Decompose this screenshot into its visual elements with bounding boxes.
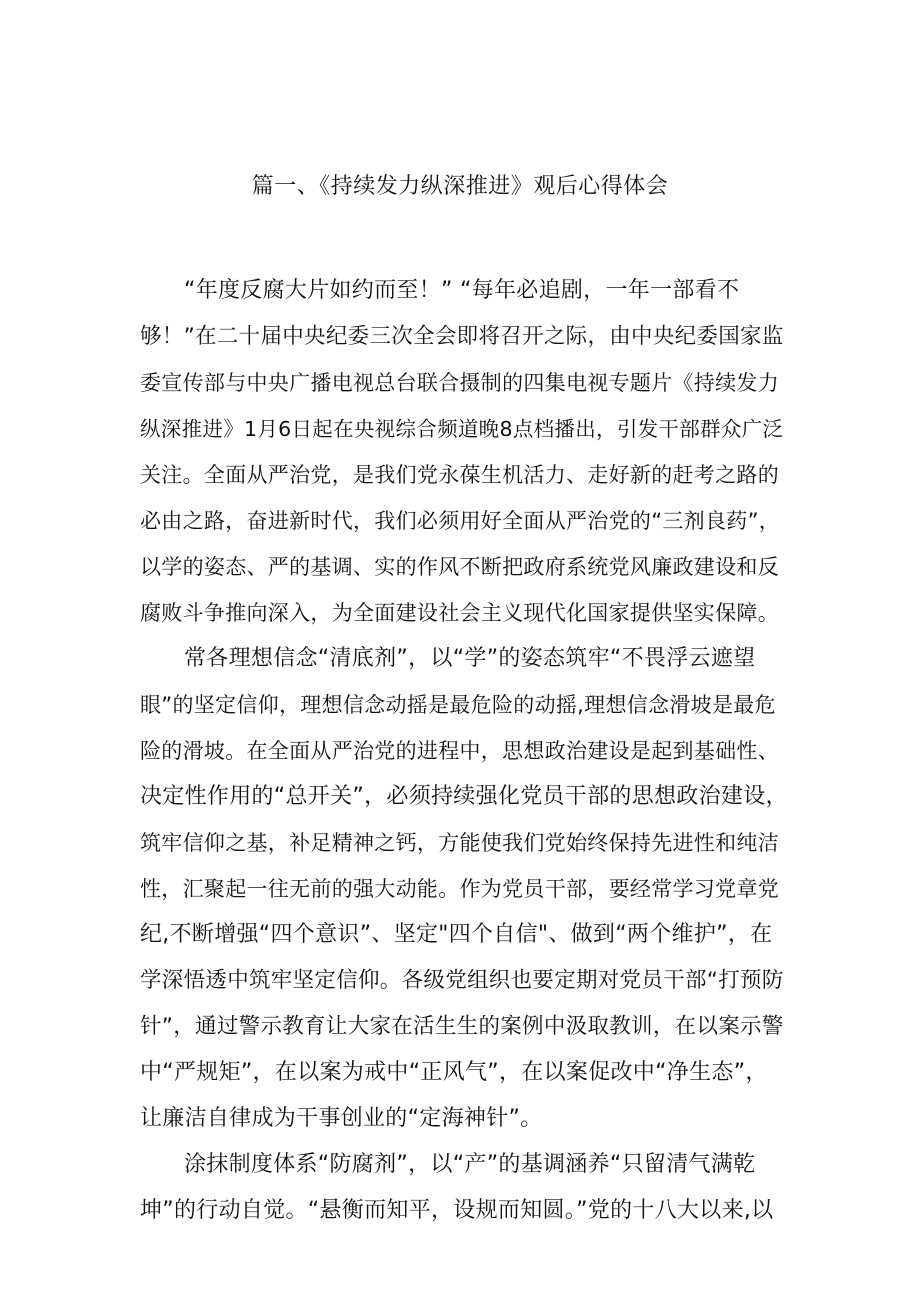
text-line: 让廉洁自律成为干事创业的“定海神针”。 — [140, 1106, 543, 1131]
text-line: 险的滑坡。在全面从严治党的进程中，思想政治建设是起到基础性、 — [140, 739, 779, 763]
text-line: 委宣传部与中央广播电视总台联合摄制的四集电视专题片《持续发力 — [140, 371, 779, 395]
document-body — [140, 268, 790, 1234]
text-line: 筑牢信仰之基，补足精神之钙，方能使我们党始终保持先进性和纯洁 — [140, 831, 779, 855]
text-line: 腐败斗争推向深入，为全面建设社会主义现代化国家提供坚实保障。 — [140, 601, 779, 625]
text-line: 性，汇聚起一往无前的强大动能。作为党员干部，要经常学习党章党 — [140, 877, 779, 901]
text-line: 涂抹制度体系“防腐剂”，以“产”的基调涵养“只留清气满乾 — [184, 1152, 756, 1177]
document-title: 篇一、《持续发力纵深推进》观后心得体会 — [251, 174, 669, 199]
text-line: 关注。全面从严治党，是我们党永葆生机活力、走好新的赶考之路的 — [140, 463, 779, 487]
text-line: 必由之路，奋进新时代，我们必须用好全面从严治党的“三剂良药”， — [140, 509, 781, 533]
text-line: 常各理想信念“清底剂”，以“学”的姿态筑牢“不畏浮云遮望 — [184, 646, 756, 671]
text-line: 眼”的坚定信仰，理想信念动摇是最危险的动摇,理想信念滑坡是最危 — [140, 693, 776, 717]
text-line: 坤”的行动自觉。“悬衡而知平，设规而知圆。”党的十八大以来,以 — [140, 1198, 774, 1223]
text-line: 针”，通过警示教育让大家在活生生的案例中汲取教训，在以案示警 — [140, 1014, 784, 1039]
text-line: 纵深推进》1月6日起在央视综合频道晚8点档播出，引发干部群众广泛 — [140, 417, 784, 441]
text-line: 够！”在二十届中央纪委三次全会即将召开之际，由中央纪委国家监 — [140, 324, 784, 349]
text-line: “年度反腐大片如约而至！” “每年必追剧，一年一部看不 — [184, 278, 740, 303]
text-line: 学深悟透中筑牢坚定信仰。各级党组织也要定期对党员干部“打预防 — [140, 968, 784, 993]
text-line: 中“严规矩”，在以案为戒中“正风气”，在以案促改中“净生态”， — [140, 1060, 768, 1085]
text-line: 以学的姿态、严的基调、实的作风不断把政府系统党风廉政建设和反 — [140, 555, 779, 579]
text-line: 纪,不断增强“四个意识”、坚定"四个自信"、做到“两个维护”，在 — [140, 922, 773, 947]
text-line: 决定性作用的“总开关”，必须持续强化党员干部的思想政治建设， — [140, 784, 788, 809]
